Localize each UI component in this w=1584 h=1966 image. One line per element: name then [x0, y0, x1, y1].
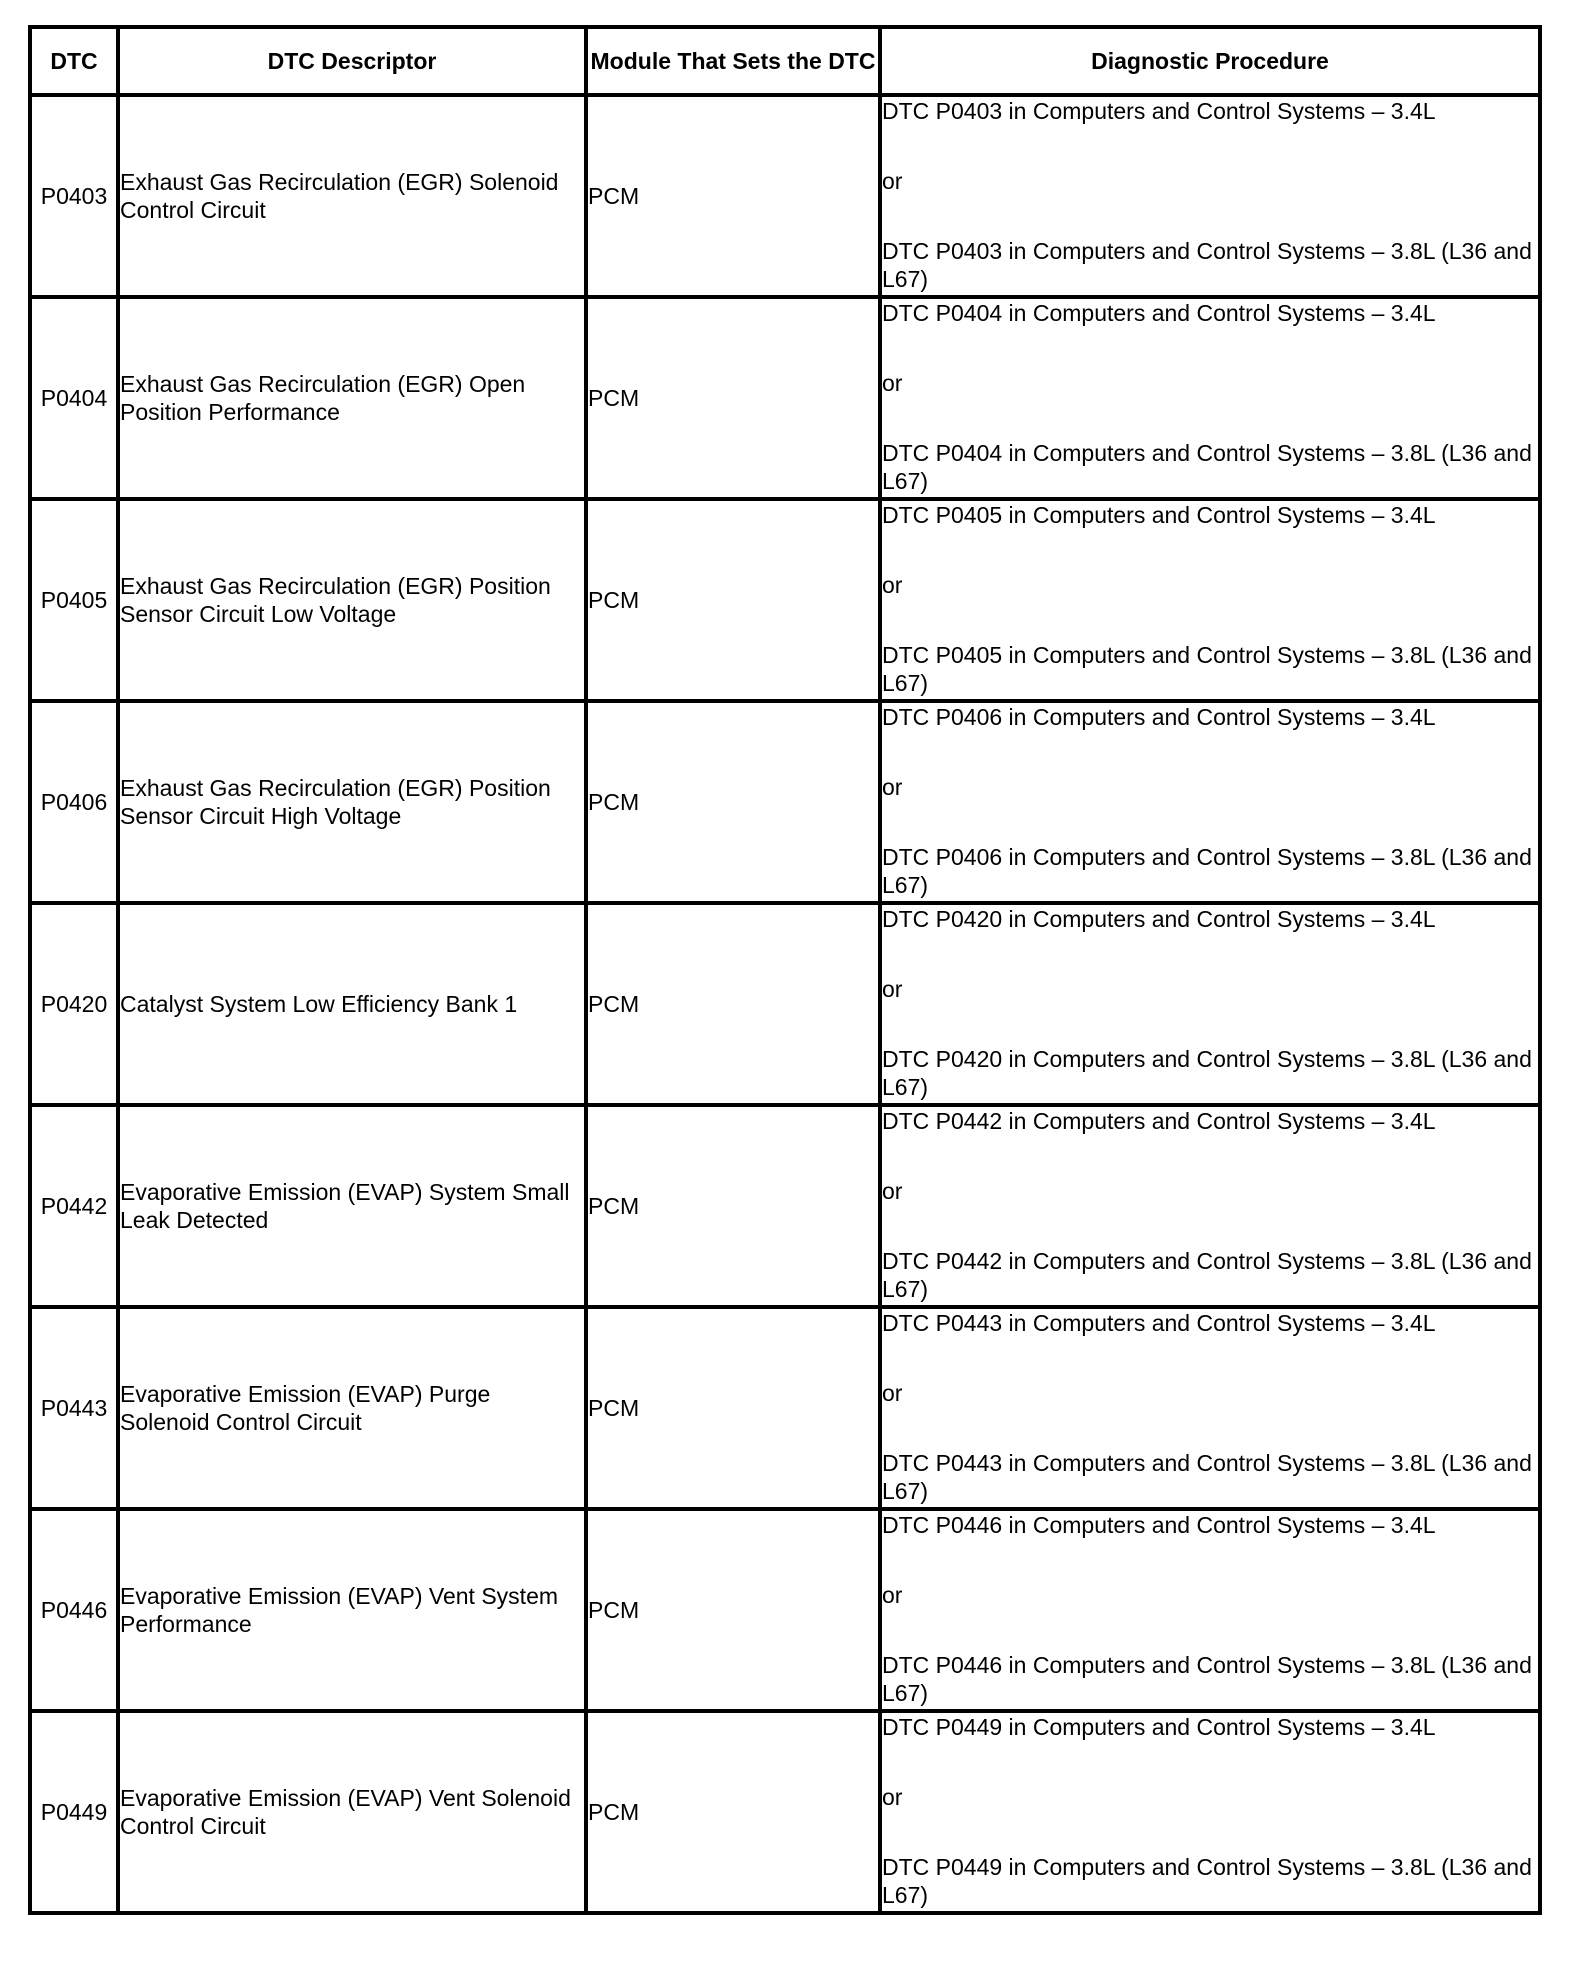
- dtc-module: PCM: [586, 1711, 880, 1913]
- table-row: [30, 1711, 1540, 1913]
- dtc-module: PCM: [586, 297, 880, 499]
- procedure-link-3-8l[interactable]: DTC P0405 in Computers and Control Systems – 3.8L (L36 and L67): [882, 642, 1532, 696]
- table-row: [30, 95, 1540, 297]
- dtc-descriptor: Exhaust Gas Recirculation (EGR) Position Sensor Circuit High Voltage: [118, 701, 586, 903]
- procedure-or: or: [882, 572, 903, 598]
- dtc-module: PCM: [586, 1105, 880, 1307]
- dtc-descriptor: Evaporative Emission (EVAP) System Small Leak Detected: [118, 1105, 586, 1307]
- table-row: [30, 701, 1540, 903]
- dtc-code: P0443: [30, 1307, 118, 1509]
- procedure-link-3-4l[interactable]: DTC P0420 in Computers and Control Systems – 3.4L: [882, 906, 1436, 932]
- table-header: [30, 27, 1540, 95]
- dtc-descriptor: Evaporative Emission (EVAP) Purge Solenoid Control Circuit: [118, 1307, 586, 1509]
- procedure-or: or: [882, 1784, 903, 1810]
- procedure-link-3-4l[interactable]: DTC P0404 in Computers and Control Systems – 3.4L: [882, 300, 1436, 326]
- procedure-link-3-4l[interactable]: DTC P0405 in Computers and Control Systems – 3.4L: [882, 502, 1436, 528]
- header-module: Module That Sets the DTC: [586, 27, 880, 95]
- dtc-code: P0449: [30, 1711, 118, 1913]
- diagnostic-procedure: [880, 1105, 1540, 1307]
- diagnostic-procedure: [880, 499, 1540, 701]
- table-row: [30, 903, 1540, 1105]
- dtc-module: PCM: [586, 95, 880, 297]
- table-row: [30, 1307, 1540, 1509]
- diagnostic-procedure: [880, 903, 1540, 1105]
- procedure-link-3-8l[interactable]: DTC P0443 in Computers and Control Systems – 3.8L (L36 and L67): [882, 1450, 1532, 1504]
- procedure-or: or: [882, 1582, 903, 1608]
- dtc-code: P0404: [30, 297, 118, 499]
- procedure-link-3-4l[interactable]: DTC P0442 in Computers and Control Systems – 3.4L: [882, 1108, 1436, 1134]
- procedure-or: or: [882, 1380, 903, 1406]
- procedure-link-3-8l[interactable]: DTC P0446 in Computers and Control Systems – 3.8L (L36 and L67): [882, 1652, 1532, 1706]
- dtc-module: PCM: [586, 1307, 880, 1509]
- dtc-code: P0446: [30, 1509, 118, 1711]
- procedure-link-3-8l[interactable]: DTC P0404 in Computers and Control Systems – 3.8L (L36 and L67): [882, 440, 1532, 494]
- table-body: [30, 95, 1540, 1913]
- dtc-descriptor: Evaporative Emission (EVAP) Vent Solenoid Control Circuit: [118, 1711, 586, 1913]
- diagnostic-procedure: [880, 1711, 1540, 1913]
- dtc-code: P0442: [30, 1105, 118, 1307]
- procedure-link-3-4l[interactable]: DTC P0406 in Computers and Control Systems – 3.4L: [882, 704, 1436, 730]
- procedure-link-3-4l[interactable]: DTC P0443 in Computers and Control Systems – 3.4L: [882, 1310, 1436, 1336]
- procedure-link-3-8l[interactable]: DTC P0403 in Computers and Control Systems – 3.8L (L36 and L67): [882, 238, 1532, 292]
- dtc-descriptor: Exhaust Gas Recirculation (EGR) Solenoid Control Circuit: [118, 95, 586, 297]
- procedure-link-3-4l[interactable]: DTC P0449 in Computers and Control Systems – 3.4L: [882, 1714, 1436, 1740]
- procedure-or: or: [882, 168, 903, 194]
- procedure-link-3-4l[interactable]: DTC P0403 in Computers and Control Systems – 3.4L: [882, 98, 1436, 124]
- header-dtc: DTC: [30, 27, 118, 95]
- dtc-module: PCM: [586, 1509, 880, 1711]
- table-row: [30, 1105, 1540, 1307]
- procedure-or: or: [882, 976, 903, 1002]
- table-row: [30, 499, 1540, 701]
- header-procedure: Diagnostic Procedure: [880, 27, 1540, 95]
- dtc-descriptor: Exhaust Gas Recirculation (EGR) Position Sensor Circuit Low Voltage: [118, 499, 586, 701]
- procedure-link-3-4l[interactable]: DTC P0446 in Computers and Control Systems – 3.4L: [882, 1512, 1436, 1538]
- diagnostic-procedure: [880, 701, 1540, 903]
- procedure-link-3-8l[interactable]: DTC P0406 in Computers and Control Systems – 3.8L (L36 and L67): [882, 844, 1532, 898]
- diagnostic-procedure: [880, 1509, 1540, 1711]
- dtc-code: P0406: [30, 701, 118, 903]
- dtc-descriptor: Exhaust Gas Recirculation (EGR) Open Position Performance: [118, 297, 586, 499]
- table-row: [30, 297, 1540, 499]
- diagnostic-procedure: [880, 297, 1540, 499]
- procedure-link-3-8l[interactable]: DTC P0442 in Computers and Control Systems – 3.8L (L36 and L67): [882, 1248, 1532, 1302]
- dtc-code: P0405: [30, 499, 118, 701]
- procedure-or: or: [882, 774, 903, 800]
- header-row: [30, 27, 1540, 95]
- dtc-module: PCM: [586, 499, 880, 701]
- procedure-or: or: [882, 1178, 903, 1204]
- procedure-link-3-8l[interactable]: DTC P0449 in Computers and Control Systems – 3.8L (L36 and L67): [882, 1854, 1532, 1908]
- dtc-code: P0420: [30, 903, 118, 1105]
- procedure-link-3-8l[interactable]: DTC P0420 in Computers and Control Systems – 3.8L (L36 and L67): [882, 1046, 1532, 1100]
- dtc-descriptor: Evaporative Emission (EVAP) Vent System Performance: [118, 1509, 586, 1711]
- dtc-module: PCM: [586, 701, 880, 903]
- diagnostic-procedure: [880, 95, 1540, 297]
- dtc-descriptor: Catalyst System Low Efficiency Bank 1: [118, 903, 586, 1105]
- table-row: [30, 1509, 1540, 1711]
- dtc-code: P0403: [30, 95, 118, 297]
- dtc-table: [28, 25, 1542, 1915]
- header-descriptor: DTC Descriptor: [118, 27, 586, 95]
- diagnostic-procedure: [880, 1307, 1540, 1509]
- dtc-module: PCM: [586, 903, 880, 1105]
- procedure-or: or: [882, 370, 903, 396]
